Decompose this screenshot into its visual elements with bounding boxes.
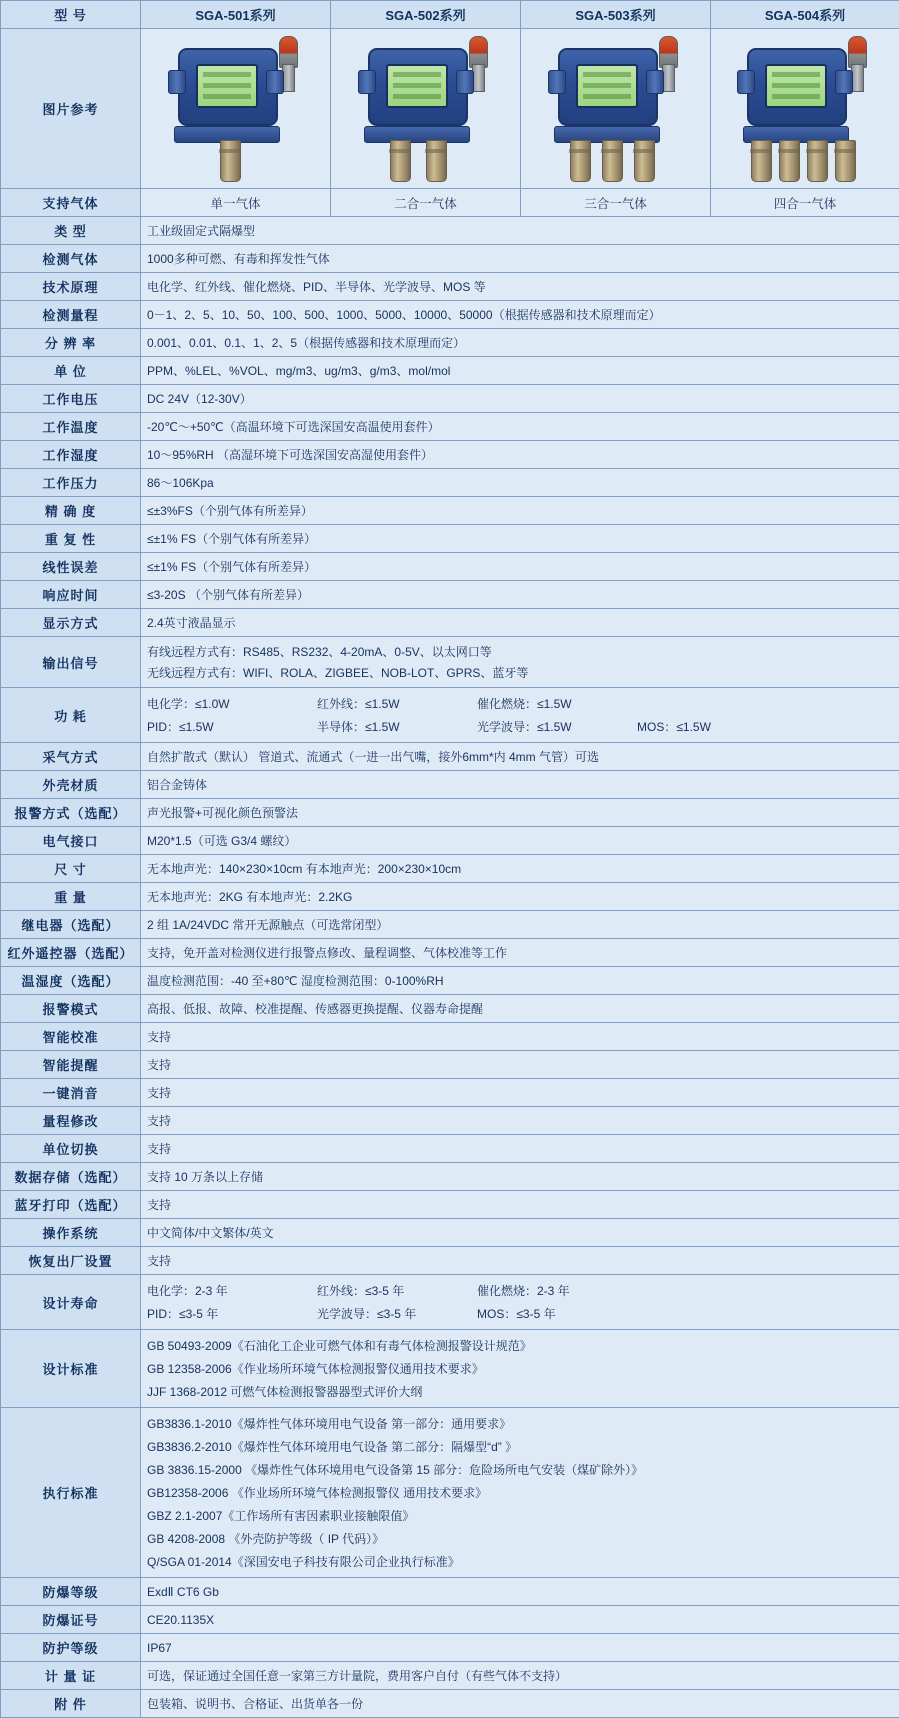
row-label-shell-material: 外壳材质 — [1, 771, 141, 799]
row-label-unit: 单 位 — [1, 357, 141, 385]
row-value-voltage: DC 24V（12-30V） — [141, 385, 899, 413]
table-row — [1, 688, 899, 743]
table-row — [1, 1408, 899, 1578]
row-label-range-modify: 量程修改 — [1, 1107, 141, 1135]
row-value-sampling: 自然扩散式（默认） 管道式、流通式（一进一出气嘴，接外6mm*内 4mm 气管）可选 — [141, 743, 899, 771]
table-row — [1, 1079, 899, 1107]
exec-standard-line: GB 4208-2008 《外壳防护等级（ IP 代码）》 — [147, 1527, 893, 1550]
row-label-smart-calibration: 智能校准 — [1, 1023, 141, 1051]
row-label-temperature: 工作温度 — [1, 413, 141, 441]
cable-gland-right — [646, 70, 664, 94]
table-row — [1, 1023, 899, 1051]
row-value-accessories: 包装箱、说明书、合格证、出货单各一份 — [141, 1690, 899, 1718]
table-row — [1, 1163, 899, 1191]
table-row — [1, 553, 899, 581]
row-value-design-lifespan — [141, 1275, 899, 1330]
sensor-probe — [751, 140, 772, 182]
row-label-exec-standard: 执行标准 — [1, 1408, 141, 1578]
cable-gland-right — [266, 70, 284, 94]
detector-illustration-triple — [540, 34, 692, 184]
row-value-metering-cert: 可选，保证通过全国任意一家第三方计量院，费用客户自付（有些气体不支持） — [141, 1662, 899, 1690]
row-value-electrical-interface: M20*1.5（可选 G3/4 螺纹） — [141, 827, 899, 855]
table-row — [1, 1662, 899, 1690]
row-value-ir-remote-option: 支持，免开盖对检测仪进行报警点修改、量程调整、气体校准等工作 — [141, 939, 899, 967]
row-value-one-key-mute: 支持 — [141, 1079, 899, 1107]
row-value-shell-material: 铝合金铸体 — [141, 771, 899, 799]
row-value-principle: 电化学、红外线、催化燃烧、PID、半导体、光学波导、MOS 等 — [141, 273, 899, 301]
row-value-range-modify: 支持 — [141, 1107, 899, 1135]
row-label-explosion-proof-cert: 防爆证号 — [1, 1606, 141, 1634]
row-value-unit-switch: 支持 — [141, 1135, 899, 1163]
sensor-probe — [634, 140, 655, 182]
row-label-type: 类 型 — [1, 217, 141, 245]
table-row — [1, 357, 899, 385]
table-row — [1, 329, 899, 357]
row-label-one-key-mute: 一键消音 — [1, 1079, 141, 1107]
row-label-size: 尺 寸 — [1, 855, 141, 883]
table-row — [1, 911, 899, 939]
sensor-probe — [426, 140, 447, 182]
detector-illustration-quad — [729, 34, 881, 184]
row-label-smart-reminder: 智能提醒 — [1, 1051, 141, 1079]
cable-gland-left — [168, 70, 186, 94]
detector-display — [196, 64, 258, 108]
sensor-probe — [220, 140, 241, 182]
row-value-protection-grade: IP67 — [141, 1634, 899, 1662]
power-pid: PID：≤1.5W — [147, 718, 317, 735]
exec-standard-line: GB3836.2-2010《爆炸性气体环境用电气设备 第二部分：隔爆型“d” 》 — [147, 1435, 893, 1458]
table-row — [1, 995, 899, 1023]
table-row — [1, 827, 899, 855]
row-value-alarm-modes: 高报、低报、故障、校准提醒、传感器更换提醒、仪器寿命提醒 — [141, 995, 899, 1023]
row-value-humidity: 10～95%RH （高湿环境下可选深国安高湿使用套件） — [141, 441, 899, 469]
table-row — [1, 245, 899, 273]
output-wireless: 无线远程方式有：WIFI、ROLA、ZIGBEE、NOB-LOT、GPRS、蓝牙等 — [147, 662, 893, 683]
row-label-principle: 技术原理 — [1, 273, 141, 301]
table-row — [1, 1634, 899, 1662]
row-label-weight: 重 量 — [1, 883, 141, 911]
lifespan-electrochemical: 电化学：2-3 年 — [147, 1282, 317, 1299]
row-label-electrical-interface: 电气接口 — [1, 827, 141, 855]
product-image-502 — [331, 29, 521, 189]
cable-gland-left — [358, 70, 376, 94]
lifespan-optical-waveguide: 光学波导：≤3-5 年 — [317, 1305, 477, 1322]
row-label-metering-cert: 计 量 证 — [1, 1662, 141, 1690]
row-value-output-signal — [141, 637, 899, 688]
table-row — [1, 413, 899, 441]
row-value-temperature: -20℃～+50℃（高温环境下可选深国安高温使用套件） — [141, 413, 899, 441]
design-standard-line: GB 50493-2009《石油化工企业可燃气体和有毒气体检测报警设计规范》 — [147, 1334, 893, 1357]
detector-illustration-single — [160, 34, 312, 184]
row-label-image-reference: 图片参考 — [1, 29, 141, 189]
row-value-type: 工业级固定式隔爆型 — [141, 217, 899, 245]
product-image-501 — [141, 29, 331, 189]
row-value-unit: PPM、%LEL、%VOL、mg/m3、ug/m3、g/m3、mol/mol — [141, 357, 899, 385]
row-value-temp-humidity-option: 温度检测范围：-40 至+80℃ 湿度检测范围：0-100%RH — [141, 967, 899, 995]
detector-display — [765, 64, 827, 108]
power-electrochemical: 电化学：≤1.0W — [147, 695, 317, 712]
table-row — [1, 1, 899, 29]
row-label-protection-grade: 防护等级 — [1, 1634, 141, 1662]
table-row — [1, 497, 899, 525]
table-row — [1, 1247, 899, 1275]
row-label-unit-switch: 单位切换 — [1, 1135, 141, 1163]
model-name-503: SGA-503系列 — [521, 1, 711, 29]
row-label-bluetooth-print-option: 蓝牙打印（选配） — [1, 1191, 141, 1219]
row-label-ir-remote-option: 红外遥控器（选配） — [1, 939, 141, 967]
gas-support-504: 四合一气体 — [711, 189, 899, 217]
row-value-size: 无本地声光：140×230×10cm 有本地声光：200×230×10cm — [141, 855, 899, 883]
table-row — [1, 189, 899, 217]
row-label-accessories: 附 件 — [1, 1690, 141, 1718]
row-label-design-lifespan: 设计寿命 — [1, 1275, 141, 1330]
table-row — [1, 883, 899, 911]
cable-gland-right — [456, 70, 474, 94]
power-semiconductor: 半导体：≤1.5W — [317, 718, 477, 735]
sensor-probe — [835, 140, 856, 182]
power-row-2 — [147, 715, 893, 738]
table-row — [1, 301, 899, 329]
row-label-alarm-mode-option: 报警方式（选配） — [1, 799, 141, 827]
row-value-explosion-proof-cert: CE20.1135X — [141, 1606, 899, 1634]
power-mos: MOS：≤1.5W — [637, 718, 787, 735]
table-row — [1, 525, 899, 553]
row-value-factory-reset: 支持 — [141, 1247, 899, 1275]
row-label-explosion-proof-grade: 防爆等级 — [1, 1578, 141, 1606]
table-row — [1, 29, 899, 189]
row-label-operating-system: 操作系统 — [1, 1219, 141, 1247]
row-label-model: 型 号 — [1, 1, 141, 29]
cable-gland-right — [835, 70, 853, 94]
row-value-display: 2.4英寸液晶显示 — [141, 609, 899, 637]
gas-support-501: 单一气体 — [141, 189, 331, 217]
table-row — [1, 441, 899, 469]
table-row — [1, 1107, 899, 1135]
row-label-repeatability: 重 复 性 — [1, 525, 141, 553]
table-row — [1, 1219, 899, 1247]
sensor-probe — [779, 140, 800, 182]
sensor-probe — [570, 140, 591, 182]
row-label-humidity: 工作湿度 — [1, 441, 141, 469]
row-value-detect-gas: 1000多种可燃、有毒和挥发性气体 — [141, 245, 899, 273]
row-label-power: 功 耗 — [1, 688, 141, 743]
exec-standard-line: GB 3836.15-2000 《爆炸性气体环境用电气设备第 15 部分：危险场所电气安装（煤矿除外）》 — [147, 1458, 893, 1481]
output-wired: 有线远程方式有：RS485、RS232、4-20mA、0-5V、以太网口等 — [147, 641, 893, 662]
row-value-power — [141, 688, 899, 743]
table-row — [1, 1051, 899, 1079]
sensor-manifold — [364, 126, 470, 143]
row-label-factory-reset: 恢复出厂设置 — [1, 1247, 141, 1275]
row-label-resolution: 分 辨 率 — [1, 329, 141, 357]
gas-support-502: 二合一气体 — [331, 189, 521, 217]
row-label-gas-support: 支持气体 — [1, 189, 141, 217]
exec-standard-line: GBZ 2.1-2007《工作场所有害因素职业接触限值》 — [147, 1504, 893, 1527]
cable-gland-left — [737, 70, 755, 94]
row-value-linear-error: ≤±1% FS（个别气体有所差异） — [141, 553, 899, 581]
detector-display — [386, 64, 448, 108]
row-value-relay-option: 2 组 1A/24VDC 常开无源触点（可选常闭型） — [141, 911, 899, 939]
design-standard-line: JJF 1368-2012 可燃气体检测报警器器型式评价大纲 — [147, 1380, 893, 1403]
row-value-exec-standard — [141, 1408, 899, 1578]
row-label-data-storage-option: 数据存储（选配） — [1, 1163, 141, 1191]
row-label-display: 显示方式 — [1, 609, 141, 637]
table-row — [1, 939, 899, 967]
table-row — [1, 609, 899, 637]
table-row — [1, 1135, 899, 1163]
row-value-response-time: ≤3-20S （个别气体有所差异） — [141, 581, 899, 609]
cable-gland-left — [548, 70, 566, 94]
lifespan-mos: MOS：≤3-5 年 — [477, 1305, 637, 1322]
table-row — [1, 581, 899, 609]
row-value-pressure: 86～106Kpa — [141, 469, 899, 497]
power-catalytic: 催化燃烧：≤1.5W — [477, 695, 637, 712]
exec-standard-line: Q/SGA 01-2014《深国安电子科技有限公司企业执行标准》 — [147, 1550, 893, 1573]
row-value-accuracy: ≤±3%FS（个别气体有所差异） — [141, 497, 899, 525]
detector-illustration-dual — [350, 34, 502, 184]
gas-support-503: 三合一气体 — [521, 189, 711, 217]
table-row — [1, 855, 899, 883]
table-row — [1, 385, 899, 413]
design-standard-line: GB 12358-2006《作业场所环境气体检测报警仪通用技术要求》 — [147, 1357, 893, 1380]
row-value-data-storage-option: 支持 10 万条以上存储 — [141, 1163, 899, 1191]
table-row — [1, 469, 899, 497]
row-label-temp-humidity-option: 温湿度（选配） — [1, 967, 141, 995]
table-row — [1, 1275, 899, 1330]
row-value-smart-reminder: 支持 — [141, 1051, 899, 1079]
table-row — [1, 771, 899, 799]
exec-standard-line: GB3836.1-2010《爆炸性气体环境用电气设备 第一部分：通用要求》 — [147, 1412, 893, 1435]
lifespan-row-1 — [147, 1279, 893, 1302]
table-row — [1, 1606, 899, 1634]
detector-display — [576, 64, 638, 108]
row-value-smart-calibration: 支持 — [141, 1023, 899, 1051]
lifespan-row-2 — [147, 1302, 893, 1325]
row-value-repeatability: ≤±1% FS（个别气体有所差异） — [141, 525, 899, 553]
table-row — [1, 637, 899, 688]
row-label-detect-gas: 检测气体 — [1, 245, 141, 273]
lifespan-infrared: 红外线：≤3-5 年 — [317, 1282, 477, 1299]
product-image-504 — [711, 29, 899, 189]
row-label-accuracy: 精 确 度 — [1, 497, 141, 525]
table-row — [1, 1690, 899, 1718]
sensor-probe — [602, 140, 623, 182]
power-optical-waveguide: 光学波导：≤1.5W — [477, 718, 637, 735]
product-image-503 — [521, 29, 711, 189]
lifespan-pid: PID：≤3-5 年 — [147, 1305, 317, 1322]
row-value-weight: 无本地声光：2KG 有本地声光：2.2KG — [141, 883, 899, 911]
row-label-output-signal: 输出信号 — [1, 637, 141, 688]
row-label-linear-error: 线性误差 — [1, 553, 141, 581]
row-value-range: 0－1、2、5、10、50、100、500、1000、5000、10000、50000（根据传感器和技术原理而定） — [141, 301, 899, 329]
model-name-501: SGA-501系列 — [141, 1, 331, 29]
row-label-design-standard: 设计标准 — [1, 1330, 141, 1408]
table-row — [1, 1578, 899, 1606]
table-row — [1, 967, 899, 995]
row-value-resolution: 0.001、0.01、0.1、1、2、5（根据传感器和技术原理而定） — [141, 329, 899, 357]
row-label-alarm-modes: 报警模式 — [1, 995, 141, 1023]
row-label-voltage: 工作电压 — [1, 385, 141, 413]
model-name-502: SGA-502系列 — [331, 1, 521, 29]
row-label-response-time: 响应时间 — [1, 581, 141, 609]
power-row-1 — [147, 692, 893, 715]
exec-standard-line: GB12358-2006 《作业场所环境气体检测报警仪 通用技术要求》 — [147, 1481, 893, 1504]
table-row — [1, 273, 899, 301]
table-row — [1, 743, 899, 771]
model-name-504: SGA-504系列 — [711, 1, 899, 29]
sensor-probe — [390, 140, 411, 182]
lifespan-catalytic: 催化燃烧：2-3 年 — [477, 1282, 637, 1299]
table-row — [1, 1191, 899, 1219]
table-row — [1, 799, 899, 827]
row-label-range: 检测量程 — [1, 301, 141, 329]
row-value-alarm-mode-option: 声光报警+可视化颜色预警法 — [141, 799, 899, 827]
row-label-relay-option: 继电器（选配） — [1, 911, 141, 939]
row-value-operating-system: 中文简体/中文繁体/英文 — [141, 1219, 899, 1247]
row-label-sampling: 采气方式 — [1, 743, 141, 771]
power-infrared: 红外线：≤1.5W — [317, 695, 477, 712]
row-value-bluetooth-print-option: 支持 — [141, 1191, 899, 1219]
row-label-pressure: 工作压力 — [1, 469, 141, 497]
row-value-explosion-proof-grade: ExdⅡ CT6 Gb — [141, 1578, 899, 1606]
sensor-probe — [807, 140, 828, 182]
table-row — [1, 217, 899, 245]
